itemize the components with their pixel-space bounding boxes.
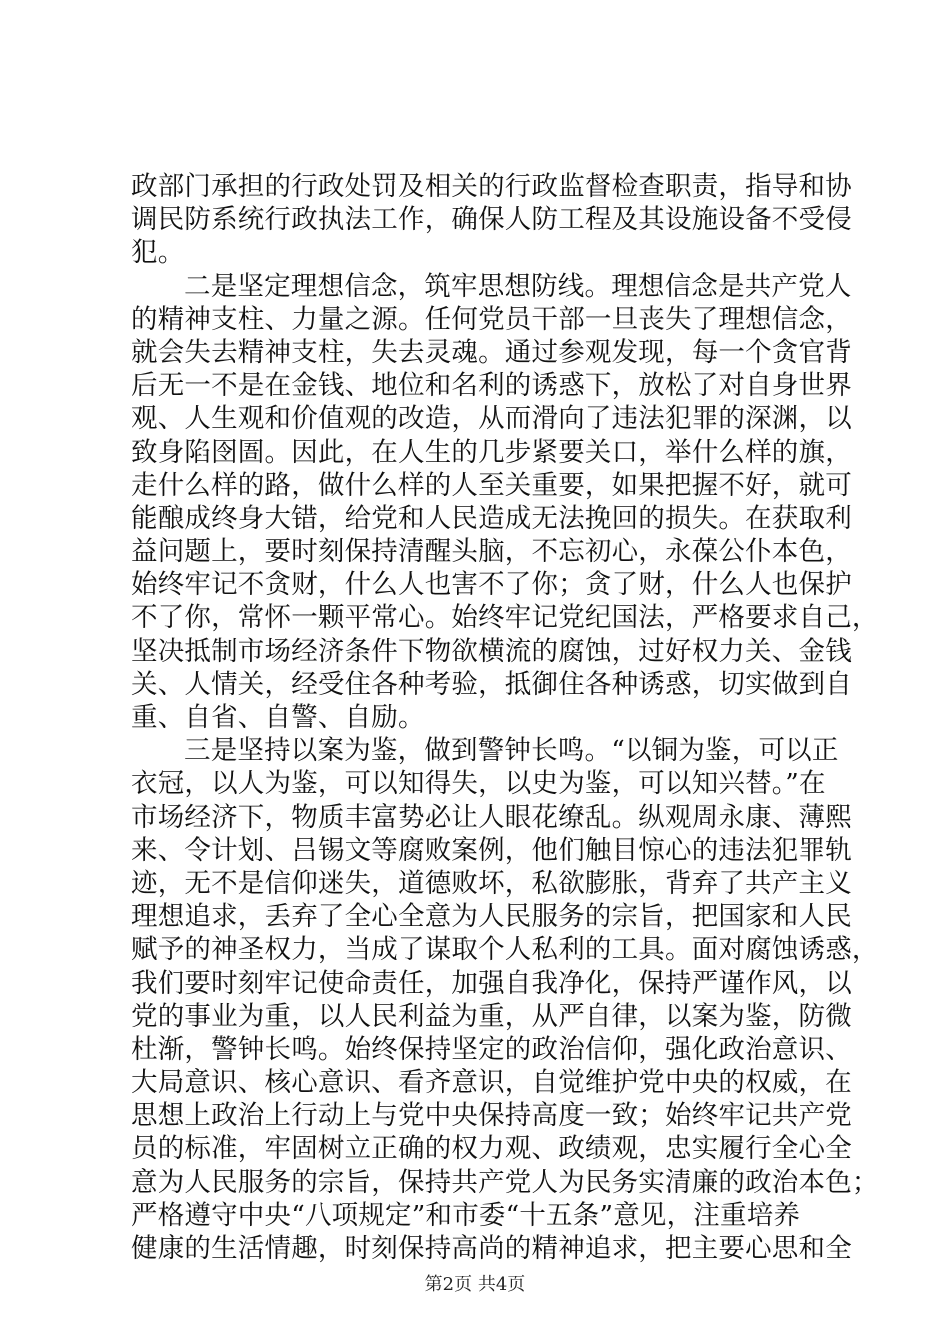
text-line: 员的标准，牢固树立正确的权力观、政绩观，忠实履行全心全 [131,1133,852,1165]
page-footer: 第2页 共4页 [424,1274,526,1295]
text-line: 能酿成终身大错，给党和人民造成无法挽回的损失。在获取利 [131,502,852,534]
text-line: 坚决抵制市场经济条件下物欲横流的腐蚀，过好权力关、金钱 [131,635,852,667]
body-text [131,170,879,1265]
text-line: 党的事业为重，以人民利益为重，从严自律，以案为鉴，防微 [131,1000,852,1032]
text-line: 的精神支柱、力量之源。任何党员干部一旦丧失了理想信念， [131,303,852,335]
text-line: 致身陷囹圄。因此，在人生的几步紧要关口，举什么样的旗， [131,436,852,468]
text-line: 关、人情关，经受住各种考验，抵御住各种诱惑，切实做到自 [131,668,852,700]
text-line: 来、令计划、吕锡文等腐败案例，他们触目惊心的违法犯罪轨 [131,834,852,866]
text-line: 后无一不是在金钱、地位和名利的诱惑下，放松了对自身世界 [131,370,852,402]
text-line: 政部门承担的行政处罚及相关的行政监督检查职责，指导和协 [131,171,852,202]
text-line: 就会失去精神支柱，失去灵魂。通过参观发现，每一个贪官背 [131,336,852,368]
text-line: 我们要时刻牢记使命责任，加强自我净化，保持严谨作风，以 [131,967,852,999]
text-line: 大局意识、核心意识、看齐意识，自觉维护党中央的权威，在 [131,1067,852,1099]
text-line: 理想追求，丢弃了全心全意为人民服务的宗旨，把国家和人民 [131,901,852,933]
text-line: 益问题上，要时刻保持清醒头脑，不忘初心，永葆公仆本色， [131,536,852,568]
text-line: 健康的生活情趣，时刻保持高尚的精神追求，把主要心思和全 [131,1233,852,1264]
text-line: 迹，无不是信仰迷失，道德败坏，私欲膨胀，背弃了共产主义 [131,867,852,899]
text-line: 犯。 [131,237,185,269]
text-line: 衣冠，以人为鉴，可以知得失，以史为鉴，可以知兴替。”在 [131,768,826,800]
text-line: 杜渐，警钟长鸣。始终保持坚定的政治信仰，强化政治意识、 [131,1033,852,1065]
text-line: 调民防系统行政执法工作，确保人防工程及其设施设备不受侵 [131,204,852,236]
text-line: 重、自省、自警、自励。 [131,702,425,733]
text-line: 走什么样的路，做什么样的人至关重要，如果把握不好，就可 [131,469,852,501]
text-line: 严格遵守中央“八项规定”和市委“十五条”意见，注重培养 [131,1199,801,1231]
text-line: 观、人生观和价值观的改造，从而滑向了违法犯罪的深渊，以 [131,403,852,435]
text-line: 赋予的神圣权力，当成了谋取个人私利的工具。面对腐蚀诱惑， [131,934,879,966]
text-line: 始终牢记不贪财，什么人也害不了你；贪了财，什么人也保护 [131,569,852,601]
text-line: 二是坚定理想信念，筑牢思想防线。理想信念是共产党人 [184,270,852,302]
text-line: 思想上政治上行动上与党中央保持高度一致；始终牢记共产党 [131,1100,852,1132]
text-line: 不了你，常怀一颗平常心。始终牢记党纪国法，严格要求自己， [131,602,879,634]
text-line: 意为人民服务的宗旨，保持共产党人为民务实清廉的政治本色； [131,1166,879,1198]
text-line: 三是坚持以案为鉴，做到警钟长鸣。“以铜为鉴，可以正 [184,735,839,767]
text-line: 市场经济下，物质丰富势必让人眼花缭乱。纵观周永康、薄熙 [131,801,852,833]
